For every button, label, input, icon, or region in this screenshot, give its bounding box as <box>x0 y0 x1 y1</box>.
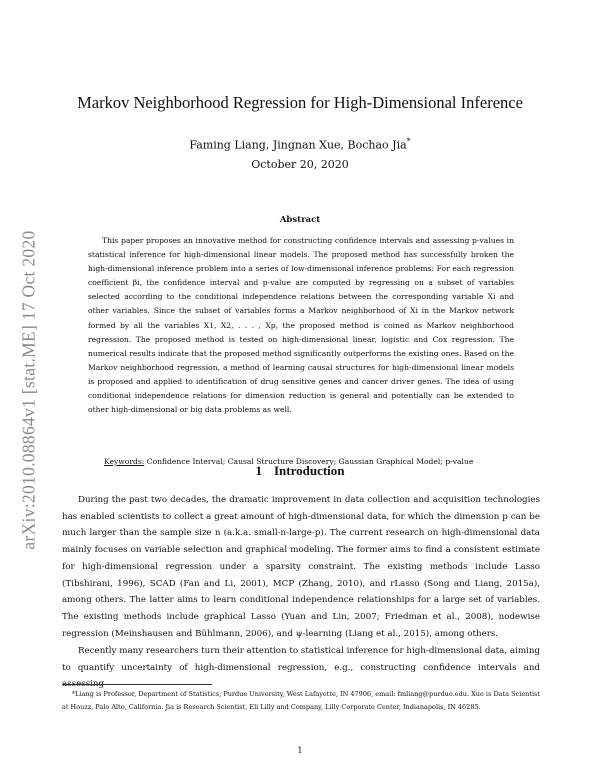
body-paragraph: Recently many researchers turn their attention to statistical inference for high-dimensional data, aiming to quantify uncertainty of high-dimensional regression, e.g., constructing confidence intervals and assessing <box>62 646 540 690</box>
section-title: Introduction <box>273 463 345 478</box>
author-names: Faming Liang, Jingnan Xue, Bochao Jia <box>189 138 407 152</box>
section-number: 1 <box>255 463 262 478</box>
author-footnote-mark: * <box>406 137 411 146</box>
section-heading <box>60 462 540 480</box>
paper-title: Markov Neighborhood Regression for High-Dimensional Inference <box>77 93 523 112</box>
arxiv-identifier-stamp <box>14 180 44 600</box>
paper-date: October 20, 2020 <box>251 158 349 171</box>
keywords-label: Keywords: <box>104 457 145 466</box>
author-line <box>60 135 540 153</box>
keywords-text: Confidence Interval; Causal Structure Discovery; Gaussian Graphical Model; p-value <box>146 457 474 466</box>
arxiv-identifier-text: arXiv:2010.08864v1 [stat.ME] 17 Oct 2020 <box>18 230 39 550</box>
page-number: 1 <box>297 746 303 756</box>
abstract-body: This paper proposes an innovative method for constructing confidence intervals and assessing p-values in statistical inference for high-dimensional linear models. The proposed method has successfully broken the high-dimensional inference problem into a series of low-dimensional inference problems: For each regression coefficient βi, the confidence interval and p-value are computed by regressing on a subset of variables selected according to the conditional independence relations between the corresponding variable Xi and other variables. Since the subset of variables forms a Markov neighborhood of Xi in the Markov network formed by all the variables X1, X2, . . . , Xp, the proposed method is coined as Markov neighborhood regression. The proposed method is tested on high-dimensional linear, logistic and Cox regression. The numerical results indicate that the proposed method significantly outperforms the existing ones. Based on the Markov neighborhood regression, a method of learning causal structures for high-dimensional linear models is proposed and applied to identification of drug sensitive genes and cancer driver genes. The idea of using conditional independence relations for dimension reduction is general and potentially can be extended to other high-dimensional or big data problems as well. <box>88 236 514 415</box>
author-footnote: *Liang is Professor, Department of Statistics, Purdue University, West Lafayette, IN 47906, email: fmliang@purdue.edu. Xue is Data Scientist at Houzz, Palo Alto, California. Jia is Research Scientist, Eli Lilly and Company, Lilly Corporate Center, Indianapolis, IN 46285. <box>62 690 540 711</box>
body-paragraph: During the past two decades, the dramatic improvement in data collection and acquisition technologies has enabled scientists to collect a great amount of high-dimensional data, for which the dimension p can be much larger than the sample size n (a.k.a. small-n-large-p). The current research on high-dimensional data mainly focuses on variable selection and graphical modeling. The former aims to find a consistent estimate for high-dimensional regression under a sparsity constraint. The existing methods include Lasso (Tibshirani, 1996), SCAD (Fan and Li, 2001), MCP (Zhang, 2010), and rLasso (Song and Liang, 2015a), among others. The latter aims to learn conditional independence relationships for a large set of variables. The existing methods include graphical Lasso (Yuan and Lin, 2007; Friedman et al., 2008), nodewise regression (Meinshausen and Bühlmann, 2006), and ψ-learning (Liang et al., 2015), among others. <box>62 495 540 639</box>
abstract-heading: Abstract <box>279 215 321 225</box>
footnote-divider <box>62 684 212 685</box>
